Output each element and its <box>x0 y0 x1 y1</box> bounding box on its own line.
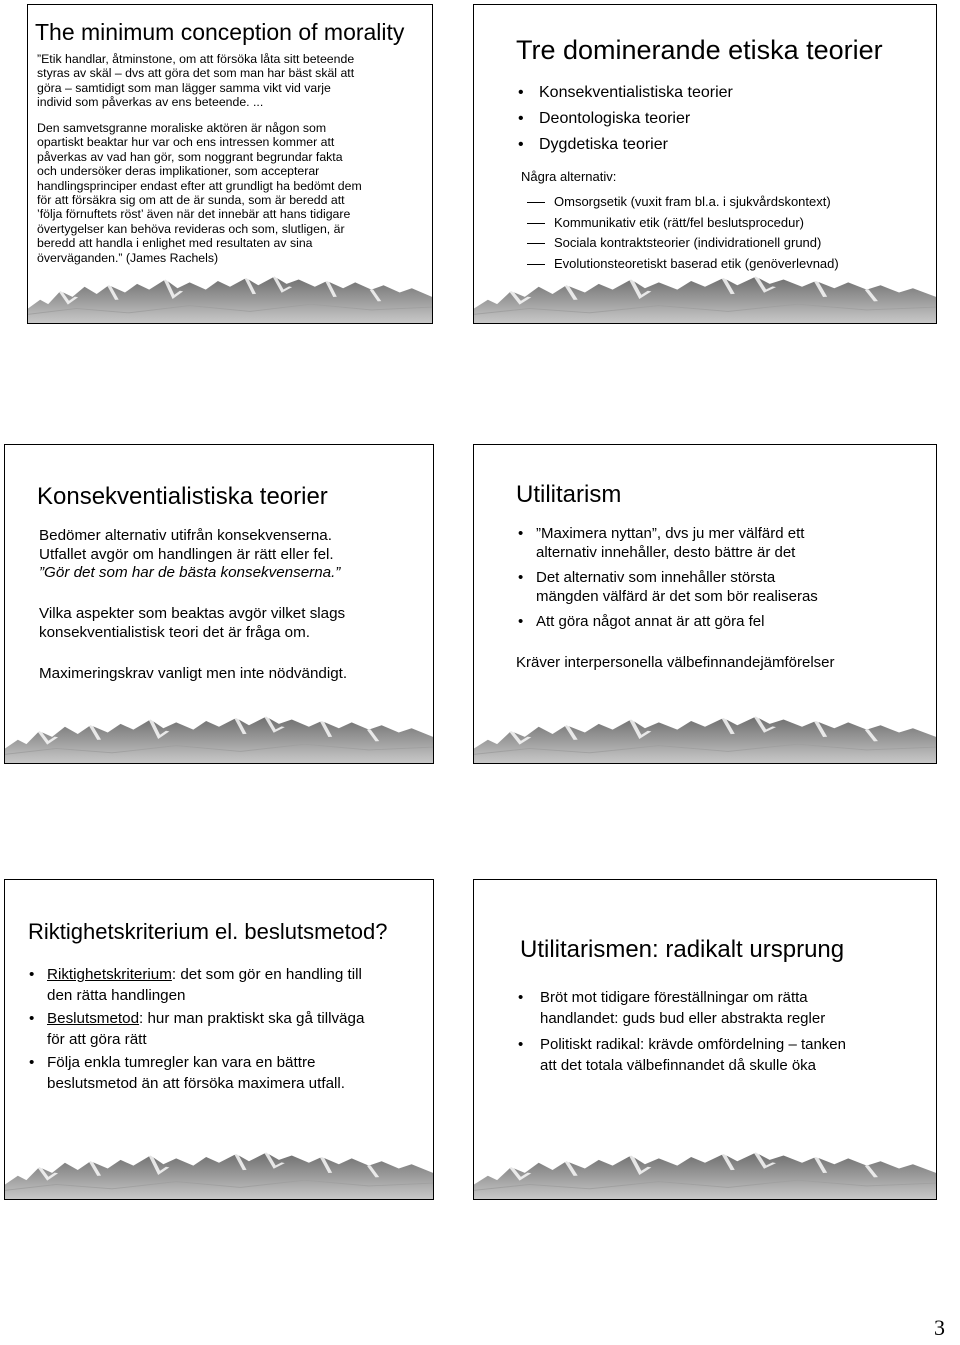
slide-riktighetskriterium <box>4 879 434 1200</box>
slide-minimum-conception <box>27 4 433 324</box>
list-item <box>518 1035 846 1076</box>
list-item: • Konsekventialistiska teorier <box>518 80 733 106</box>
text-line: • Att göra något annat är att göra fel <box>536 613 765 630</box>
text-line: och undersöker deras implikationer, som accepterar <box>37 164 320 179</box>
list-item <box>518 525 818 562</box>
dash-icon <box>527 202 545 203</box>
text-line: Utfallet avgör om handlingen är rätt eller fel. <box>39 545 334 563</box>
text-line: påverkas av vad han gör, som noggrant begrundar fakta <box>37 149 343 164</box>
text-line: styras av skäl – dvs att göra det som man har bäst skäl att <box>37 66 355 81</box>
text-line: • Följa enkla tumregler kan vara en bättre <box>47 1054 316 1071</box>
text-line: Maximeringskrav vanligt men inte nödvändigt. <box>39 665 348 682</box>
text-line: alternativ innehåller, desto bättre är det <box>536 543 796 561</box>
text-line: att det totala välbefinnandet då skulle öka <box>540 1056 817 1074</box>
text-line: handlandet: guds bud eller abstrakta regler <box>540 1009 826 1027</box>
text-line: beredd att handla i enlighet med resultaten av sina <box>37 236 313 251</box>
list-item <box>527 233 839 254</box>
list-item <box>29 1008 364 1050</box>
dash-icon <box>527 243 545 244</box>
sub-list <box>527 192 839 275</box>
slide-konsekventialistiska <box>4 444 434 764</box>
bullet-list <box>518 988 846 1082</box>
list-item <box>518 569 818 606</box>
quote-paragraph-1 <box>37 52 354 110</box>
item-text: Evolutionsteoretiskt baserad etik (genöverlevnad) <box>554 256 839 272</box>
slide-radikalt-ursprung <box>473 879 937 1200</box>
alternatives-heading: Några alternativ: <box>521 169 617 184</box>
dash-icon <box>527 223 545 224</box>
slide-title: Konsekventialistiska teorier <box>37 483 328 510</box>
text-line: för att göra rätt <box>47 1031 147 1048</box>
page-number: 3 <box>934 1315 945 1340</box>
item-text: Sociala kontraktsteorier (individrationell grund) <box>554 235 822 251</box>
list-item <box>29 964 364 1006</box>
text-line: • ”Maximera nyttan”, dvs ju mer välfärd ett <box>536 525 805 542</box>
slide-utilitarism <box>473 444 937 764</box>
text-line: övertygelser kan behöva revideras och som, slutligen, är <box>37 221 345 236</box>
text-line: • Politiskt radikal: krävde omfördelning – tanken <box>540 1036 846 1053</box>
paragraph <box>39 665 347 684</box>
text-line: Bedömer alternativ utifrån konsekvenserna. <box>39 527 332 544</box>
slide-title: The minimum conception of morality <box>35 19 405 45</box>
text-line: • Bröt mot tidigare föreställningar om rätta <box>540 989 808 1006</box>
list-item: • Dygdetiska teorier <box>518 132 733 158</box>
mountain-image <box>474 265 936 323</box>
slide-tre-teorier <box>473 4 937 324</box>
text-line <box>47 1008 364 1029</box>
text-line: beslutsmetod än att försöka maximera utfall. <box>47 1075 345 1092</box>
text-line: för att försäkra sig om att de är sunda, som är beredd att <box>37 193 345 208</box>
text-line: Vilka aspekter som beaktas avgör vilket slags <box>39 605 346 622</box>
bullet-list <box>518 525 818 639</box>
text-line: opartiskt beaktar hur var och ens intressen kommer att <box>37 135 335 150</box>
text-line: överväganden.” (James Rachels) <box>37 250 219 265</box>
bullet-list <box>518 80 733 158</box>
text-line: den rätta handlingen <box>47 987 186 1004</box>
term-definition: : hur man praktiskt ska gå tillväga <box>139 1010 365 1027</box>
slide-title: Riktighetskriterium el. beslutsmetod? <box>28 919 388 944</box>
slide-title: Utilitarismen: radikalt ursprung <box>520 936 845 963</box>
list-item <box>527 213 839 234</box>
text-line: Den samvetsgranne moraliske aktören är någon som <box>37 121 327 135</box>
paragraph <box>39 605 345 642</box>
list-item <box>527 192 839 213</box>
text-line: konsekventialistisk teori det är fråga om. <box>39 623 310 641</box>
text-line: handlingsprinciper endast efter att grundligt ha bedömt dem <box>37 178 362 193</box>
term-definition: : det som gör en handling till <box>171 966 362 983</box>
bullet-list <box>29 964 364 1096</box>
list-item <box>518 988 846 1029</box>
list-item: • Deontologiska teorier <box>518 106 733 132</box>
quote-paragraph-2 <box>37 121 362 265</box>
text-line-italic: ”Gör det som har de bästa konsekvenserna.” <box>39 564 341 581</box>
list-item <box>29 1052 364 1094</box>
slide-title: Utilitarism <box>516 481 622 508</box>
mountain-image <box>5 1141 433 1199</box>
mountain-image <box>5 705 433 763</box>
text-line <box>47 964 364 985</box>
paragraph <box>39 527 340 583</box>
note-text: Kräver interpersonella välbefinnandejämförelser <box>516 654 835 671</box>
term: Beslutsmetod <box>47 1010 140 1027</box>
mountain-image <box>28 265 432 323</box>
term: Riktighetskriterium <box>47 966 172 983</box>
text-line: ’följa förnuftets röst’ även när det innebär att hans tidigare <box>37 207 351 222</box>
mountain-image <box>474 705 936 763</box>
text-line: • Det alternativ som innehåller största <box>536 569 776 586</box>
item-text: Omsorgsetik (vuxit fram bl.a. i sjukvårdskontext) <box>554 194 831 209</box>
item-text: Kommunikativ etik (rätt/fel beslutsprocedur) <box>554 214 804 230</box>
mountain-image <box>474 1141 936 1199</box>
text-line: göra – samtidigt som man lägger samma vikt vid varje <box>37 80 331 95</box>
text-line: ”Etik handlar, åtminstone, om att försöka låta sitt beteende <box>37 52 355 66</box>
text-line: mängden välfärd är det som bör realiseras <box>536 587 818 605</box>
text-line: individ som påverkas av ens beteende. ... <box>37 95 264 110</box>
list-item <box>518 613 818 632</box>
slide-title: Tre dominerande etiska teorier <box>516 35 883 65</box>
